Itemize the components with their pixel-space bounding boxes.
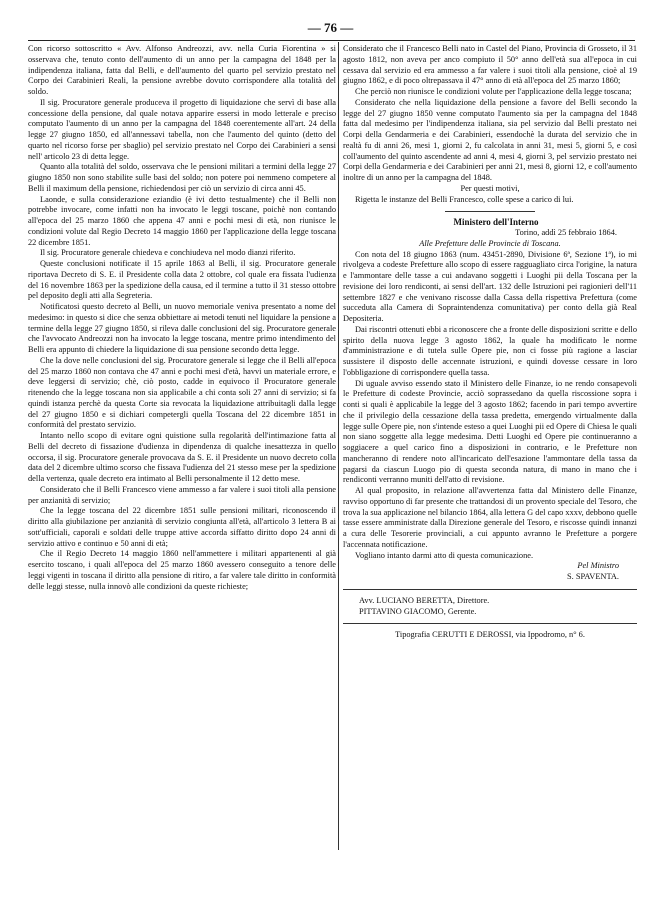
paragraph: Che perciò non riunisce le condizioni volute per l'applicazione della legge toscana; — [355, 87, 632, 96]
paragraph: Al qual proposito, in relazione all'avvertenza fatta dal Ministero delle Finanze, ravviso opportuno di far presente che trattandosi di un provento speciale del Tesoro, che trova la sua applicazione nel bilancio 1864, alla lettera G del capo xxxv, debbono quelle tasse essere amministrate dalla Direzione generale del Tesoro, e riscosse quindi innanzi a cura delle Tesorerie provinciali, a cui appunto avranno le Prefetture a porgere l'accennata notificazione. — [343, 486, 637, 549]
address-line: Alle Prefetture delle Provincie di Toscana. — [419, 238, 561, 248]
paragraph: Che la legge toscana del 22 dicembre 1851 sulle pensioni militari, riconoscendo il diritto alla giubilazione per anzianità di servizio congiunta all'età, all'articolo 3 lettera B ai sott'ufficiali, caporali e soldati delle truppe attive accorda siffatto diritto dopo 24 anni di servizio attivo e continuo e 50 anni di età; — [28, 506, 336, 548]
paragraph: Quanto alla totalità del soldo, osservava che le pensioni militari a termini della legge 27 giugno 1850 non sono stabilite sulle basi del soldo; non potere poi nemmeno competere al Belli il maximum della pensione, richiedendosi per ciò un servizio di circa anni 45. — [28, 162, 336, 193]
dateline: Torino, addì 25 febbraio 1864. — [515, 228, 617, 237]
section-title: Ministero dell'Interno — [453, 217, 539, 228]
footer-rule — [343, 623, 637, 624]
paragraph: Il sig. Procuratore generale chiedeva e conchiudeva nel modo dianzi riferito. — [40, 248, 296, 258]
paragraph: Con ricorso sottoscritto « Avv. Alfonso Andreozzi, avv. nella Curia Fiorentina » si osservava che, tenuto conto dell'aumento di un anno per la campagna del 1848 per la indipendenza italiana, fatta dal Belli, e dell'aumento del quarto pel servizio prestato nel Corpo dei Carabinieri Reali, la pensione avrebbe dovuto corrispondere alla totalità del soldo. — [28, 44, 336, 96]
page-number: — 76 — — [307, 20, 354, 35]
paragraph: Di uguale avviso essendo stato il Ministero delle Finanze, io ne rendo consapevoli le Prefetture di codeste Provincie, acciò soprassedano da quella riscossione sopra i conti si quali è applicabile la legge del 3 agosto 1862; facendo in pari tempo avvertire che il privilegio della cessazione della tassa predetta, emergendo virtualmente dalla legge sulle Opere pie, non s'intende esteso a quei Luoghi pii ed Opere di Chiesa le quali non siano soggette alla legge medesima. Detti Luoghi ed Opere pie continueranno a soggiacere a quel carico fino a disposizioni in contrario, e le Prefetture non mancheranno di rendere noto all'incaricato dell'esazione l'ammontare della tassa da pagarsi da ciascun Luogo pio di questa seconda natura, di mano in mano che i rendiconti verranno muniti dell'atto di revisione. — [343, 378, 637, 485]
paragraph: Considerato che il Francesco Belli nato in Castel del Piano, Provincia di Grosseto, il 31 agosto 1812, non aveva per anco compiuto il 50° anno dell'età sua all'epoca in cui cessava dal servizio ed era ammesso a far valere i suoi titoli alla pensione, cioè al 19 giugno 1862, e di poco oltrepassava il 47° anno di età all'epoca del 25 marzo 1860; — [343, 44, 637, 86]
printer-line: Tipografia CERUTTI E DEROSSI, via Ippodromo, n° 6. — [395, 630, 585, 640]
paragraph: Che il Regio Decreto 14 maggio 1860 nell'ammettere i militari appartenenti al già esercito toscano, i quali all'epoca del 25 marzo 1860 avessero conseguito a tenore delle leggi vigenti in toscana il diritto alla pensione di ritiro, a far valere tale diritto in conformità delle leggi stesse, nulla innovò alle condizioni da queste richieste; — [28, 549, 336, 591]
paragraph: Dai riscontri ottenuti ebbi a riconoscere che a fronte delle disposizioni scritte e dello spirito della nuova legge 3 agosto 1862, la quale ha modificato le norme d'amministrazione e di tutela sulle Opere pie, non ci fosse più ragione a lasciar sussistere il disposto delle accennate istruzioni, e quindi dovesse cessare in loro l'obbligazione di corrispondere quella tassa. — [343, 324, 637, 377]
left-column — [28, 44, 336, 592]
director-line: Avv. LUCIANO BERETTA, Direttore. — [359, 595, 490, 605]
paragraph: Considerato che il Belli Francesco viene ammesso a far valere i suoi titoli alla pensione per anzianità di servizio; — [28, 484, 336, 505]
paragraph: Con nota del 18 giugno 1863 (num. 43451-2890, Divisione 6ª, Sezione 1ª), io mi rivolgeva a codeste Prefetture allo scopo di essere ragguagliato circa l'origine, la natura e l'ammontare delle tasse a cui andavano soggetti i Luoghi pii della Toscana per la revisione dei loro rendiconti, ai sensi dell'art. 132 delle Istruzioni pei ragionieri dell'11 settembre 1827 e che venivano riscosse dalla Cassa della rispettiva Prefettura (come succeduta alla Camera di Sopraintendenza comunitativa) per conto della già Real Depositeria. — [343, 249, 637, 323]
signature-label-text: Pel Ministro — [577, 561, 619, 571]
paragraph: Vogliano intanto darmi atto di questa comunicazione. — [355, 550, 534, 560]
paragraph: Intanto nello scopo di evitare ogni quistione sulla regolarità dell'intimazione fatta al Belli del decreto di fissazione d'udienza in dipendenza di qualche inesattezza in quello occorsa, il sig. Procuratore generale provocava da S. E. il Presidente un nuovo decreto colla data del 2 dicembre ultimo scorso che fissava l'udienza del 21 stesso mese per la spedizione della vertenza, quale decreto era intimato al Belli personalmente il 12 detto mese. — [28, 431, 336, 483]
paragraph: Considerato che nella liquidazione della pensione a favore del Belli secondo la legge del 27 giugno 1850 venne computato l'aumento sia per la campagna del 1848 fatta dal medesimo per l'indipendenza italiana, sia pel servizio dal Belli prestato nei Corpi della Gendarmeria e dei Carabinieri, essendochè la durata del servizio che in realtà fu di anni 26, mesi 1, giorni 2, fu calcolata in anni 31, mesi 5, giorni 5, e così coll'aumento del quinto ascendente ad anni 4, mesi 4, giorni 3, pel servizio prestato nei Corpi della Gendarmeria e dei Carabinieri per anni 21, mesi 8, giorni 12, e coll'aumento inoltre di un anno per la campagna del 1848. — [343, 97, 637, 182]
gerente-line: PITTAVINO GIACOMO, Gerente. — [359, 606, 477, 616]
section-rule — [445, 211, 535, 212]
footer-rule — [343, 589, 637, 590]
closing-motives: Per questi motivi, — [460, 183, 520, 193]
signature-name: S. SPAVENTA. — [567, 572, 619, 581]
closing-verdict: Rigetta le instanze del Belli Francesco, colle spese a carico di lui. — [355, 194, 574, 204]
paragraph: Notificatosi questo decreto al Belli, un nuovo memoriale veniva presentato a nome del medesimo: in questo si dice che senza obbiettare ai metodi tenuti nel liquidare la pensione a termine della legge 27 giugno 1850, si rileva dalle conclusioni del sig. Procuratore generale che l'avvocato Andreozzi non ha invocato la legge toscana, mentre primo intendimento del Belli era appunto di chiedere la liquidazione di sua pensione secondo detta legge. — [28, 302, 336, 354]
paragraph: Il sig. Procuratore generale produceva il progetto di liquidazione che servì di base alla concessione della pensione, dal quale notava apparire essersi in modo letterale e preciso computato l'aumento di un anno per la campagna del 1848 coerentemente all'art. 24 della legge 27 giugno 1850, ed all'annessavi tabella, non che l'aumento del quinto (detto del quarto nel ricorso forse per sbaglio) pel servizio prestato nel Corpo dei Carabinieri a sensi nell' articolo 23 di detta legge. — [28, 97, 336, 161]
paragraph: Che la dove nelle conclusioni del sig. Procuratore generale si legge che il Belli all'epoca del 25 marzo 1860 non contava che 47 anni e pochi mesi d'età, havvi un materiale errore, e deve leggersi di servizio; chè, ciò posto, cadde in equivoco il Procuratore generale ritenendo che la legge toscana non sia applicabile a chi conta soli 27 anni di servizio; si fa quindi istanza perchè da questa Corte sia revocata la liquidazione attribuitagli dalla legge del 27 giugno 1850 e si dichiari competergli quella Toscana del 22 dicembre 1851 in conformità del prestato servizio. — [28, 355, 336, 430]
right-column — [343, 44, 637, 641]
paragraph: Laonde, e sulla considerazione eziandio (è ivi detto testualmente) che il Belli non potrebbe invocare, come infatti non ha invocato le leggi toscane, poichè non contando all'epoca del 25 marzo 1860 che appena 47 anni e pochi mesi di età, non riunisce le condizioni volute dal Regio Decreto 14 maggio 1860 per l'applicazione della legge toscana 22 dicembre 1851. — [28, 194, 336, 247]
top-rule — [28, 40, 635, 41]
signature-label — [343, 561, 637, 572]
column-divider — [338, 42, 339, 850]
paragraph: Queste conclusioni notificate il 15 aprile 1863 al Belli, il sig. Procuratore generale riportava Decreto di S. E. il Presidente colla data 2 ottobre, col quale era fissata l'udienza del 16 novembre 1863 per la spedizione della causa, ed il termine a tutto il 31 stesso ottobre pel deposito degli atti alla Segreteria. — [28, 259, 336, 301]
